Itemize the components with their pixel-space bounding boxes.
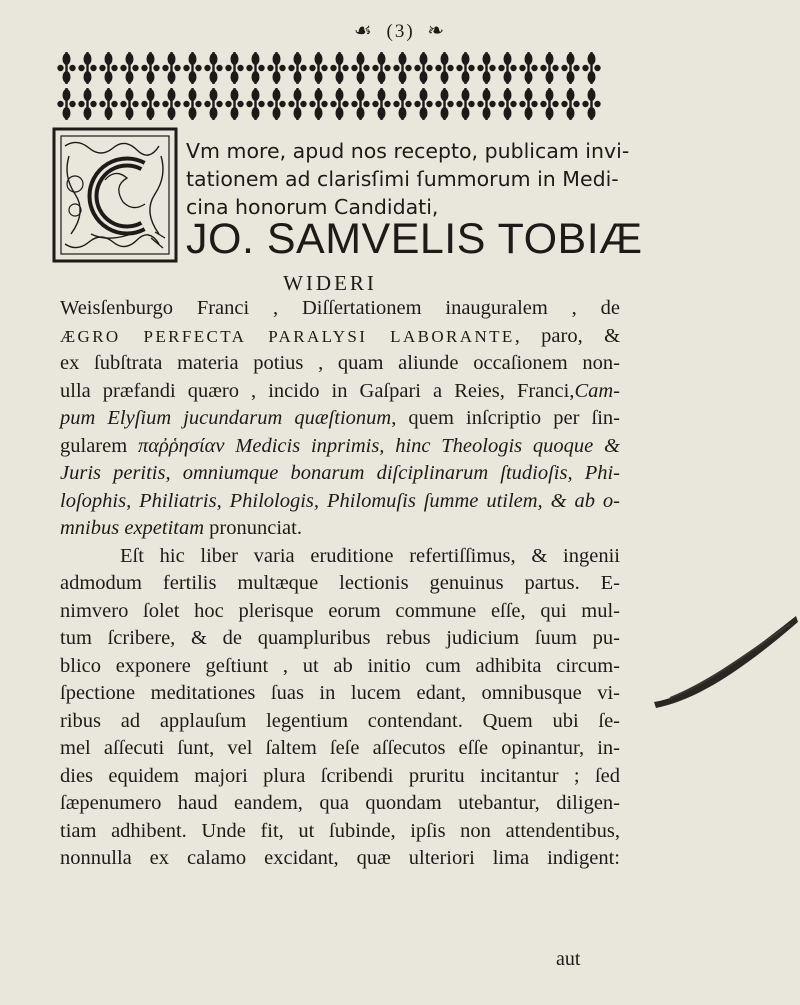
headband-fleuron-icon [561,88,579,120]
headband-fleuron-icon [99,88,117,120]
headband-fleuron-icon [456,88,474,120]
headband-fleuron-icon [78,52,96,84]
headband-fleuron-icon [246,52,264,84]
body-text [60,295,620,873]
headband-fleuron-icon [519,52,537,84]
catchword: aut [556,948,581,970]
lead-line-2: tationem ad clarisſimi ſummorum in Medi- [186,167,619,191]
headband-fleuron-icon [435,88,453,120]
headband-fleuron-icon [57,52,75,84]
lead-line-1: Vm more, apud nos recepto, publicam invi- [186,139,630,163]
lead-line-3: cina honorum Candidati, [186,195,439,219]
headband-fleuron-icon [204,52,222,84]
candidate-name: JO. SAMVELIS TOBIÆ [186,215,643,263]
headband-fleuron-icon [288,52,306,84]
headband-fleuron-icon [582,52,600,84]
text-line: ulla præfandi quæro , incido in Gaſpari a Reies, Franci,Cam- [60,379,620,402]
headband-fleuron-icon [267,88,285,120]
headband-ornament-icon [56,50,602,122]
text-line: ex ſubſtrata materia potius , quam aliunde occaſionem non- [60,352,620,374]
greek-word: παῤῥησίαν [137,434,225,457]
headband-fleuron-icon [99,52,117,84]
text-line: tum ſcribere, & de quampluribus rebus judicium ſuum pu- [60,627,620,649]
text-line: nonnulla ex calamo excidant, quæ ulteriori lima indigent: [60,847,620,869]
lead-paragraph [186,137,630,221]
page-header [0,18,800,43]
headband-fleuron-icon [204,88,222,120]
headband-fleuron-icon [309,88,327,120]
decorated-initial-icon [51,126,179,264]
headband-fleuron-icon [540,88,558,120]
text-line: loſophis, Philiatris, Philologis, Philomuſis ſumme utilem, & ab o- [60,489,620,512]
text-line: ribus ad applauſum legentium contendant. Quem ubi ſe- [60,709,620,732]
headband-fleuron-icon [120,52,138,84]
headband-fleuron-icon [498,52,516,84]
text-line: Eſt hic liber varia eruditione refertiſſimus, & ingenii [120,544,620,567]
headband-fleuron-icon [582,88,600,120]
text-line: Weisſenburgo Franci , Diſſertationem inauguralem , de [60,297,620,319]
headband-fleuron-icon [351,88,369,120]
text-line: ſæpenumero haud eandem, qua quondam utebantur, diligen- [60,792,620,814]
candidate-surname-line: WIDERI [283,271,377,295]
headband-fleuron-icon [288,88,306,120]
headband-fleuron-icon [120,88,138,120]
text-line: pum Elyſium jucundarum quæſtionum, quem inſcriptio per ſin- [60,407,620,429]
ink-stroke-mark [650,598,800,718]
headband-fleuron-icon [309,52,327,84]
headband-fleuron-icon [162,88,180,120]
headband-fleuron-icon [183,52,201,84]
title-spaced-caps: ÆGRO PERFECTA PARALYSI LABORANTE [60,326,515,346]
text-line: tiam adhibent. Unde fit, ut ſubinde, ipſis non attendentibus, [60,819,620,842]
headband-fleuron-icon [414,52,432,84]
text-line: ſpectione meditationes ſuas in lucem edant, omnibusque vi- [60,682,620,704]
fleuron-right-icon: ❧ [427,20,447,42]
page-number: (3) [386,21,415,42]
headband-fleuron-icon [540,52,558,84]
text-line: Juris peritis, omniumque bonarum diſciplinarum ſtudioſis, Phi- [60,462,620,484]
headband-fleuron-icon [393,52,411,84]
headband-fleuron-icon [498,88,516,120]
headband-fleuron-icon [57,88,75,120]
headband-fleuron-icon [330,52,348,84]
headband-fleuron-icon [477,52,495,84]
headband-fleuron-icon [183,88,201,120]
headband-fleuron-icon [393,88,411,120]
headband-fleuron-icon [351,52,369,84]
book-title-italic: Cam- [574,379,620,402]
text-line: admodum fertilis multæque lectionis genuinus partus. E- [60,572,620,594]
headband-fleuron-icon [456,52,474,84]
headband-fleuron-icon [162,52,180,84]
text-line: nimvero ſolet hoc plerisque eorum commune eſſe, qui mul- [60,599,620,622]
text-line: mel aſſecuti ſunt, vel ſaltem ſeſe aſſecutos eſſe opinantur, in- [60,737,620,759]
headband-fleuron-icon [267,52,285,84]
text-line: dies equidem majori plura ſcribendi pruritu incitantur ; ſed [60,764,620,787]
headband-fleuron-icon [225,52,243,84]
book-title-italic: pum Elyſium jucundarum quæſtionum [60,407,392,429]
headband-fleuron-icon [141,88,159,120]
headband-fleuron-icon [141,52,159,84]
headband-fleuron-icon [330,88,348,120]
headband-fleuron-icon [477,88,495,120]
headband-fleuron-icon [372,52,390,84]
headband-fleuron-icon [519,88,537,120]
fleuron-left-icon: ☙ [353,20,374,42]
text-line: gularem παῤῥησίαν Medicis inprimis, hinc Theologis quoque & [60,434,620,457]
headband-fleuron-icon [225,88,243,120]
headband-fleuron-icon [561,52,579,84]
text-line: blico exponere geſtiunt , ut ab initio cum adhibita circum- [60,654,620,677]
headband-fleuron-icon [372,88,390,120]
headband-fleuron-icon [246,88,264,120]
text-line: ÆGRO PERFECTA PARALYSI LABORANTE, paro, & [60,324,621,347]
headband-fleuron-icon [78,88,96,120]
headband-fleuron-icon [435,52,453,84]
headband-fleuron-icon [414,88,432,120]
text-line: mnibus expetitam pronunciat. [60,517,302,539]
